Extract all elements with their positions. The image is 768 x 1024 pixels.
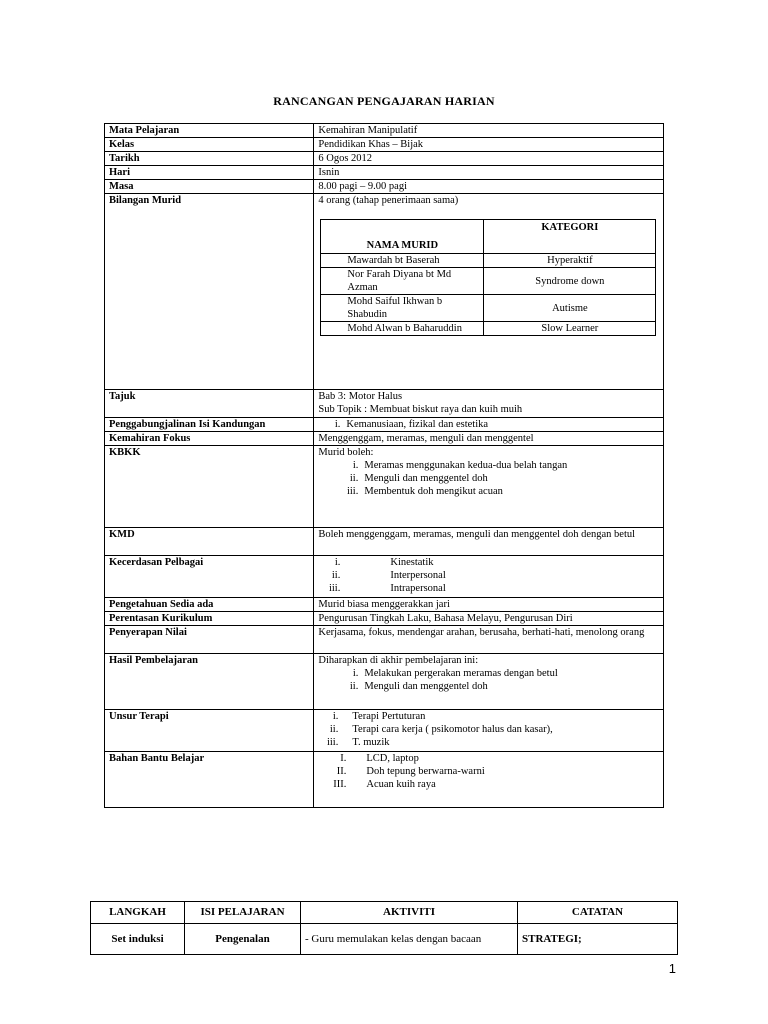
label-kecerdasan: Kecerdasan Pelbagai xyxy=(105,556,314,598)
value-tajuk xyxy=(314,390,664,418)
list-item xyxy=(318,556,659,569)
catatan-cell: STRATEGI; xyxy=(518,924,678,955)
list-number: i. xyxy=(352,460,359,471)
list-item xyxy=(318,582,659,595)
row-penyerapan xyxy=(105,626,664,654)
list-text: T. muzik xyxy=(352,737,390,748)
label-bahan-bantu: Bahan Bantu Belajar xyxy=(105,752,314,808)
list-item xyxy=(318,680,659,693)
kbkk-list xyxy=(318,459,659,498)
list-text: Meramas menggunakan kedua-dua belah tangan xyxy=(364,460,568,471)
langkah-cell: Set induksi xyxy=(91,924,185,955)
lesson-step-row xyxy=(91,924,678,955)
row-tarikh xyxy=(105,152,664,166)
student-name: Mohd Saiful Ikhwan b Shabudin xyxy=(321,295,484,322)
isi-pelajaran-cell: Pengenalan xyxy=(185,924,301,955)
page-title: RANCANGAN PENGAJARAN HARIAN xyxy=(273,94,495,108)
list-number: iii. xyxy=(326,737,339,748)
row-bilangan-murid xyxy=(105,194,664,390)
bilangan-murid-text: 4 orang (tahap penerimaan sama) xyxy=(318,195,459,206)
label-tajuk: Tajuk xyxy=(105,390,314,418)
value-bahan-bantu xyxy=(314,752,664,808)
list-text: Kinestatik xyxy=(390,557,434,568)
student-row xyxy=(321,295,656,322)
value-kecerdasan xyxy=(314,556,664,598)
header-nama-murid: NAMA MURID xyxy=(321,220,484,254)
header-aktiviti: AKTIVITI xyxy=(301,902,518,924)
label-penyerapan: Penyerapan Nilai xyxy=(105,626,314,654)
value-perentasan: Pengurusan Tingkah Laku, Bahasa Melayu, Pengurusan Diri xyxy=(314,612,664,626)
row-kemahiran-fokus xyxy=(105,432,664,446)
row-masa xyxy=(105,180,664,194)
hasil-list xyxy=(318,667,659,693)
student-row xyxy=(321,322,656,336)
row-tajuk xyxy=(105,390,664,418)
list-number: i. xyxy=(334,419,341,430)
row-kecerdasan xyxy=(105,556,664,598)
label-kbkk: KBKK xyxy=(105,446,314,528)
list-text: Menguli dan menggentel doh xyxy=(364,473,488,484)
page-number: 1 xyxy=(668,961,676,976)
label-perentasan: Perentasan Kurikulum xyxy=(105,612,314,626)
row-perentasan xyxy=(105,612,664,626)
list-text: Intrapersonal xyxy=(390,583,446,594)
list-text: Membentuk doh mengikut acuan xyxy=(364,486,503,497)
value-masa: 8.00 pagi – 9.00 pagi xyxy=(314,180,664,194)
row-mata-pelajaran xyxy=(105,124,664,138)
student-name: Mawardah bt Baserah xyxy=(321,254,484,268)
list-text: Menguli dan menggentel doh xyxy=(364,681,488,692)
lesson-plan-table xyxy=(104,123,664,808)
list-number: i. xyxy=(334,557,341,568)
list-item xyxy=(318,459,659,472)
row-pengetahuan xyxy=(105,598,664,612)
list-number: i. xyxy=(332,711,339,722)
label-kmd: KMD xyxy=(105,528,314,556)
list-text: Interpersonal xyxy=(390,570,446,581)
list-item xyxy=(318,765,659,778)
list-number: ii. xyxy=(349,473,359,484)
student-category: Autisme xyxy=(484,295,656,322)
label-kemahiran-fokus: Kemahiran Fokus xyxy=(105,432,314,446)
value-kelas: Pendidikan Khas – Bijak xyxy=(314,138,664,152)
lesson-steps-header xyxy=(91,902,678,924)
student-category: Hyperaktif xyxy=(484,254,656,268)
label-kelas: Kelas xyxy=(105,138,314,152)
list-text: LCD, laptop xyxy=(366,753,419,764)
label-penggabungjalinan: Penggabungjalinan Isi Kandungan xyxy=(105,418,314,432)
student-category: Slow Learner xyxy=(484,322,656,336)
list-text: Acuan kuih raya xyxy=(366,779,436,790)
list-number: iii. xyxy=(346,486,359,497)
hasil-intro: Diharapkan di akhir pembelajaran ini: xyxy=(318,655,479,666)
header-isi-pelajaran: ISI PELAJARAN xyxy=(185,902,301,924)
row-bahan-bantu xyxy=(105,752,664,808)
lesson-steps-table xyxy=(90,901,678,955)
row-kmd xyxy=(105,528,664,556)
tajuk-line-2: Sub Topik : Membuat biskut raya dan kuih muih xyxy=(318,404,523,415)
student-name: Nor Farah Diyana bt Md Azman xyxy=(321,268,484,295)
value-penggabungjalinan xyxy=(314,418,664,432)
header-kategori: KATEGORI xyxy=(484,220,656,254)
label-tarikh: Tarikh xyxy=(105,152,314,166)
row-unsur-terapi xyxy=(105,710,664,752)
row-hasil xyxy=(105,654,664,710)
label-pengetahuan: Pengetahuan Sedia ada xyxy=(105,598,314,612)
list-item xyxy=(318,472,659,485)
kecerdasan-list xyxy=(318,556,659,595)
list-number: i. xyxy=(352,668,359,679)
value-penyerapan: Kerjasama, fokus, mendengar arahan, berusaha, berhati-hati, menolong orang xyxy=(314,626,664,654)
list-number: II. xyxy=(336,766,347,777)
value-kemahiran-fokus: Menggenggam, meramas, menguli dan menggentel xyxy=(314,432,664,446)
list-item xyxy=(318,667,659,680)
value-kbkk xyxy=(314,446,664,528)
value-unsur-terapi xyxy=(314,710,664,752)
student-row xyxy=(321,268,656,295)
student-row xyxy=(321,254,656,268)
list-item xyxy=(318,710,659,723)
label-hasil: Hasil Pembelajaran xyxy=(105,654,314,710)
list-item xyxy=(318,778,659,791)
label-unsur-terapi: Unsur Terapi xyxy=(105,710,314,752)
list-item xyxy=(318,736,659,749)
list-text: Terapi Pertuturan xyxy=(352,711,426,722)
list-text: Terapi cara kerja ( psikomotor halus dan kasar), xyxy=(352,724,553,735)
label-masa: Masa xyxy=(105,180,314,194)
value-bilangan-murid xyxy=(314,194,664,390)
list-number: III. xyxy=(333,779,347,790)
list-number: ii. xyxy=(331,570,341,581)
student-table xyxy=(320,219,656,336)
value-kmd: Boleh menggenggam, meramas, menguli dan menggentel doh dengan betul xyxy=(314,528,664,556)
row-kbkk xyxy=(105,446,664,528)
student-table-header xyxy=(321,220,656,254)
list-number: I. xyxy=(340,753,347,764)
student-category: Syndrome down xyxy=(484,268,656,295)
label-bilangan-murid: Bilangan Murid xyxy=(105,194,314,390)
aktiviti-cell: - Guru memulakan kelas dengan bacaan xyxy=(301,924,518,955)
list-text: Kemanusiaan, fizikal dan estetika xyxy=(346,419,489,430)
value-hasil xyxy=(314,654,664,710)
bahan-list xyxy=(318,752,659,791)
list-number: ii. xyxy=(349,681,359,692)
header-catatan: CATATAN xyxy=(518,902,678,924)
list-item xyxy=(318,485,659,498)
value-mata-pelajaran: Kemahiran Manipulatif xyxy=(314,124,664,138)
value-pengetahuan: Murid biasa menggerakkan jari xyxy=(314,598,664,612)
list-item xyxy=(318,569,659,582)
list-item xyxy=(318,723,659,736)
list-item xyxy=(318,752,659,765)
list-number: ii. xyxy=(329,724,339,735)
value-hari: Isnin xyxy=(314,166,664,180)
row-hari xyxy=(105,166,664,180)
list-text: Doh tepung berwarna-warni xyxy=(366,766,485,777)
tajuk-line-1: Bab 3: Motor Halus xyxy=(318,391,403,402)
row-kelas xyxy=(105,138,664,152)
unsur-terapi-list xyxy=(318,710,659,749)
label-hari: Hari xyxy=(105,166,314,180)
header-langkah: LANGKAH xyxy=(91,902,185,924)
kbkk-intro: Murid boleh: xyxy=(318,447,374,458)
list-number: iii. xyxy=(328,583,341,594)
row-penggabungjalinan xyxy=(105,418,664,432)
student-name: Mohd Alwan b Baharuddin xyxy=(321,322,484,336)
list-text: Melakukan pergerakan meramas dengan betul xyxy=(364,668,558,679)
label-mata-pelajaran: Mata Pelajaran xyxy=(105,124,314,138)
value-tarikh: 6 Ogos 2012 xyxy=(314,152,664,166)
